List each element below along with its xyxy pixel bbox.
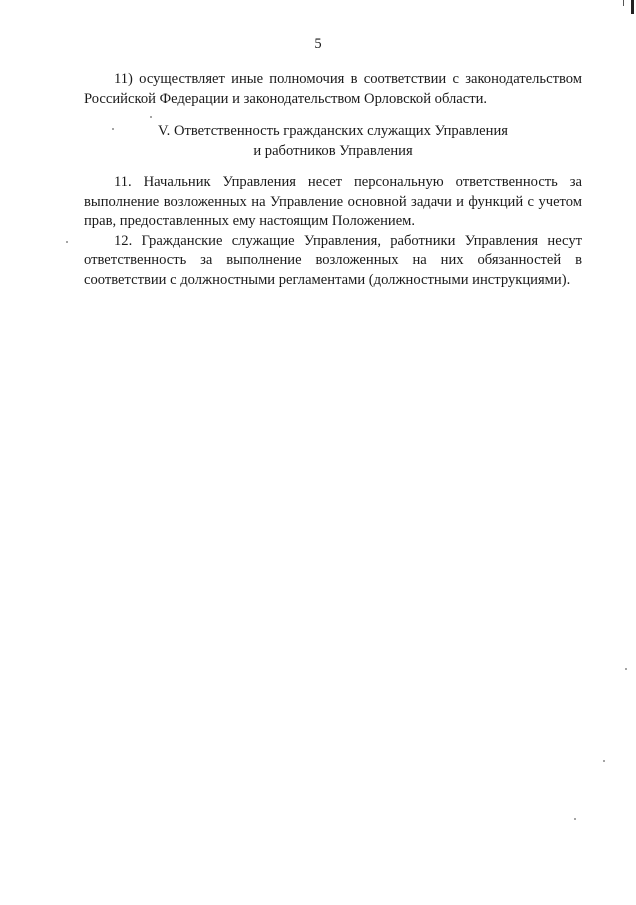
scan-speck <box>66 241 68 243</box>
scan-edge-mark <box>623 0 624 6</box>
scan-speck <box>625 668 627 670</box>
paragraph-item-11-powers: 11) осуществляет иные полномочия в соответствии с законодательством Российской Федерации и законодательством Орловской области. <box>84 71 582 107</box>
scan-speck <box>150 116 152 118</box>
scan-edge-mark <box>631 0 634 14</box>
section-heading-line-2: и работников Управления <box>253 142 413 159</box>
page-number: 5 <box>314 36 322 52</box>
section-heading-line-1: V. Ответственность гражданских служащих Управления <box>157 123 508 139</box>
scan-speck <box>603 760 605 762</box>
paragraph-12-staff-responsibility: 12. Гражданские служащие Управления, работники Управления несут ответственность за выполнение возложенных на них обязанностей в соответствии с должностными регламентами (должностными инструкциями). <box>84 232 582 288</box>
section-heading <box>84 122 582 161</box>
paragraph-11-head-responsibility: 11. Начальник Управления несет персональную ответственность за выполнение возложенных на Управление основной задачи и функций с учетом прав, предоставленных ему настоящим Положением. <box>84 174 582 229</box>
scan-speck <box>574 818 576 820</box>
section-iv-tail <box>84 70 582 109</box>
section-v-body <box>84 173 582 290</box>
